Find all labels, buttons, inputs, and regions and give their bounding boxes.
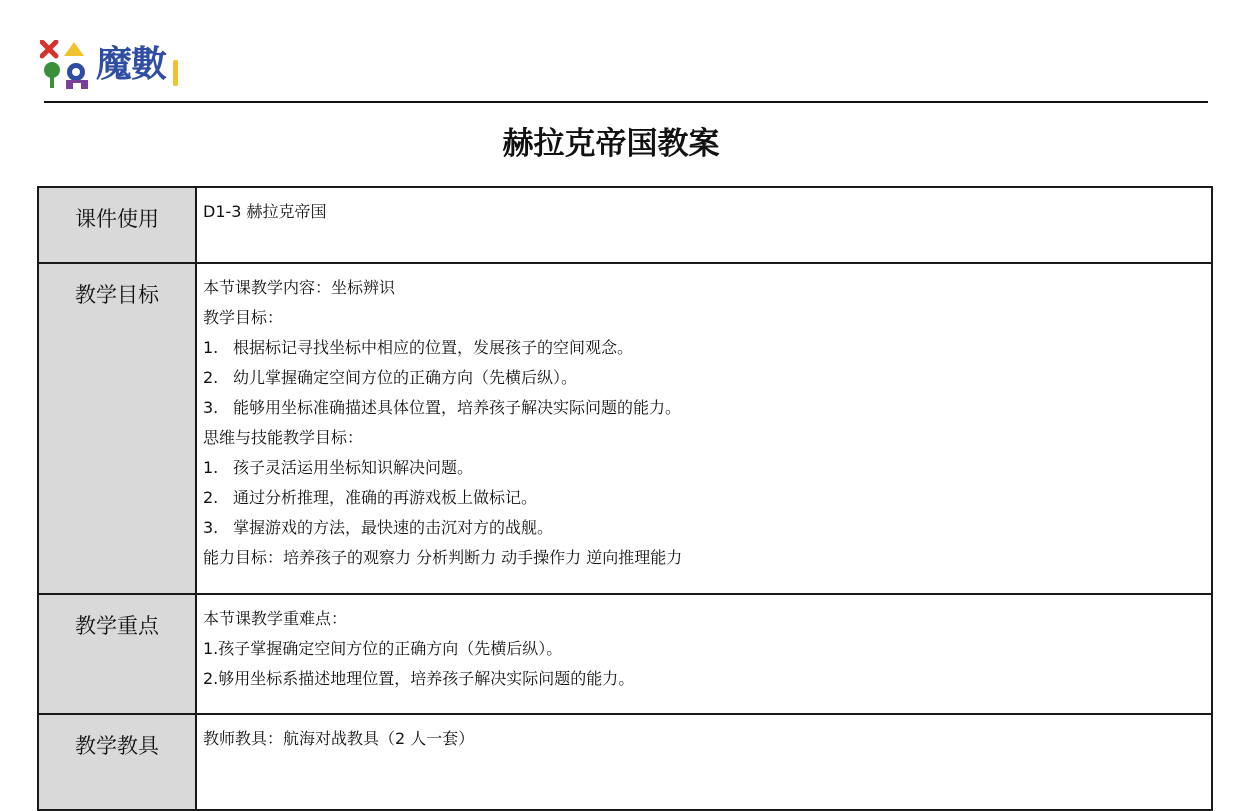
list-item: 1.孩子掌握确定空间方位的正确方向（先横后纵）。	[203, 639, 563, 658]
list-item	[203, 333, 1205, 363]
list-item	[203, 393, 1205, 423]
list-item: 2.够用坐标系描述地理位置，培养孩子解决实际问题的能力。	[203, 669, 635, 688]
list-item-text: 通过分析推理，准确的再游戏板上做标记。	[233, 488, 538, 507]
brand-logo-text: 魔數	[96, 43, 167, 85]
table-row-tools	[38, 714, 1212, 810]
list-item	[203, 363, 1205, 393]
header-divider	[44, 101, 1208, 103]
list-item-number: 3.	[203, 518, 219, 537]
list-item-text: 能够用坐标准确描述具体位置，培养孩子解决实际问题的能力。	[233, 398, 682, 417]
row-content-tools	[196, 714, 1212, 810]
list-item-text: 幼儿掌握确定空间方位的正确方向（先横后纵）。	[233, 368, 578, 387]
list-item-number: 1.	[203, 338, 219, 357]
row-content-usage	[196, 187, 1212, 263]
table-row-usage	[38, 187, 1212, 263]
list-item-text: 孩子灵活运用坐标知识解决问题。	[233, 458, 474, 477]
tools-text: 教师教具：航海对战教具（2 人一套）	[203, 729, 475, 748]
lesson-plan-table	[37, 186, 1213, 811]
row-content-goals	[196, 263, 1212, 594]
row-label-tools: 教学教具	[38, 714, 196, 810]
key-points-intro: 本节课教学重难点：	[203, 609, 348, 628]
goals-heading-teaching: 教学目标：	[203, 308, 284, 327]
list-item-number: 1.	[203, 458, 219, 477]
row-content-key-points	[196, 594, 1212, 714]
list-item-number: 2.	[203, 488, 219, 507]
list-item-text: 根据标记寻找坐标中相应的位置，发展孩子的空间观念。	[233, 338, 634, 357]
table-row-goals	[38, 263, 1212, 594]
list-item-number: 3.	[203, 398, 219, 417]
row-label-key-points: 教学重点	[38, 594, 196, 714]
list-item-number: 2.	[203, 368, 219, 387]
goals-intro: 本节课教学内容：坐标辨识	[203, 278, 396, 297]
row-label-usage: 课件使用	[38, 187, 196, 263]
list-item	[203, 453, 1205, 483]
goals-heading-thinking: 思维与技能教学目标：	[203, 428, 364, 447]
page-title: 赫拉克帝国教案	[502, 126, 720, 162]
list-item	[203, 513, 1205, 543]
usage-text: D1-3 赫拉克帝国	[203, 202, 327, 221]
table-row-key-points	[38, 594, 1212, 714]
row-label-goals: 教学目标	[38, 263, 196, 594]
list-item-text: 掌握游戏的方法，最快速的击沉对方的战舰。	[233, 518, 554, 537]
list-item	[203, 483, 1205, 513]
goals-ability: 能力目标：培养孩子的观察力 分析判断力 动手操作力 逆向推理能力	[203, 548, 683, 567]
